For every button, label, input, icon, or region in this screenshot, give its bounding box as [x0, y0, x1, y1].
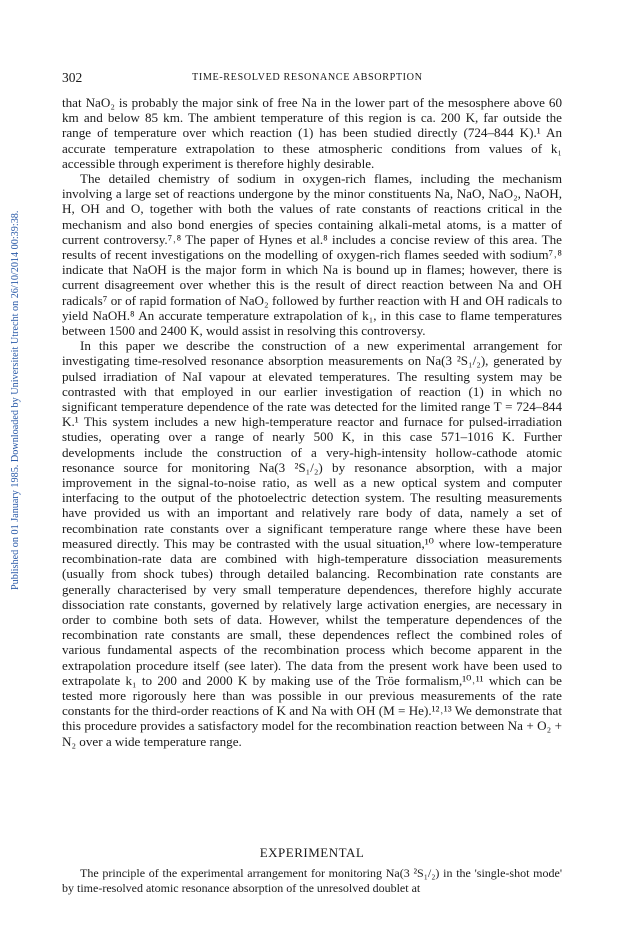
- page-header: [62, 70, 562, 86]
- page-number: 302: [62, 70, 83, 85]
- paragraph-flame-chemistry: The detailed chemistry of sodium in oxygen-rich flames, including the mechanism involving a large set of reactions undergone by the minor constituents Na, NaO, NaO₂, NaOH, H, OH and O, together with both the values of rate constants of reactions critical in the mechanism and also bond energies of species containing alkali-metal atoms, is a matter of current controversy.⁷˒⁸ The paper of Hynes et al.⁸ includes a concise review of this area. The results of recent investigations on the modelling of oxygen-rich flames seeded with sodium⁷˒⁸ indicate that NaOH is the major form in which Na is bound up in flames; however, there is current disagreement over whether this is the result of direct reaction between Na and OH radicals⁷ or of rapid formation of NaO₂ followed by further reaction with H and OH radicals to yield NaOH.⁸ An accurate temperature extrapolation of k₁, in this case to flame temperatures between 1500 and 2400 K, would assist in resolving this controversy.: [62, 171, 562, 339]
- article-body: [62, 95, 562, 749]
- running-title: TIME-RESOLVED RESONANCE ABSORPTION: [192, 72, 423, 83]
- download-watermark-text: Published on 01 January 1985. Downloaded by Universiteit Utrecht on 26/10/2014 00:39:38.: [10, 210, 21, 590]
- paragraph-experimental: The principle of the experimental arrangement for monitoring Na(3 ²S₁/₂) in the 'single-shot mode' by time-resolved atomic resonance absorption of the unresolved doublet at: [62, 866, 562, 895]
- section-heading-experimental: EXPERIMENTAL: [259, 845, 365, 860]
- paragraph-continuation: that NaO₂ is probably the major sink of free Na in the lower part of the mesosphere above 60 km and below 85 km. The ambient temperature of this region is ca. 200 K, far outside the range of temperature over which reaction (1) has been studied directly (724–844 K).¹ An accurate temperature extrapolation to these atmospheric conditions from values of k₁ accessible through experiment is therefore highly desirable.: [62, 95, 562, 171]
- download-watermark: [8, 170, 22, 590]
- paragraph-this-paper: In this paper we describe the construction of a new experimental arrangement for investigating time-resolved resonance absorption measurements on Na(3 ²S₁/₂), generated by pulsed irradiation of NaI vapour at elevated temperatures. The resulting system may be contrasted with that employed in our earlier investigation of reaction (1) in which no significant temperature dependence of the rate was detected for the limited range T = 724–844 K.¹ This system includes a new high-temperature reactor and furnace for pulsed-irradiation studies, operating over a range of nearly 500 K, in this case 571–1016 K. Further developments include the construction of a very-high-intensity hollow-cathode atomic resonance source for monitoring Na(3 ²S₁/₂) by resonance absorption, with a major improvement in the signal-to-noise ratio, as well as a new optical system and computer interfacing to the output of the photoelectric detection system. The resulting measurements have provided us with an important and relatively rare body of data, namely a set of recombination rate constants over a significant temperature range where these have been measured directly. This may be contrasted with the usual situation,¹⁰ where low-temperature recombination-rate data are combined with high-temperature dissociation measurements (usually from shock tubes) through detailed balancing. Recombination rate constants are generally characterised by very small temperature dependences, therefore highly accurate dissociation rate constants, governed by relatively large activation energies, are necessary in order to combine both sets of data. However, whilst the temperature dependences of the recombination rate constants are small, these dependences reflect the combined roles of various fundamental aspects of the recombination process which become apparent in the extrapolation procedure itself (see later). The data from the present work have been used to extrapolate k₁ to 200 and 2000 K by making use of the Tröe formalism,¹⁰˒¹¹ which can be tested more rigorously here than was possible in our previous measurements of the rate constants for the third-order reactions of K and Na with OH (M = He).¹²˒¹³ We demonstrate that this procedure provides a satisfactory model for the recombination reaction between Na + O₂ + N₂ over a wide temperature range.: [62, 338, 562, 749]
